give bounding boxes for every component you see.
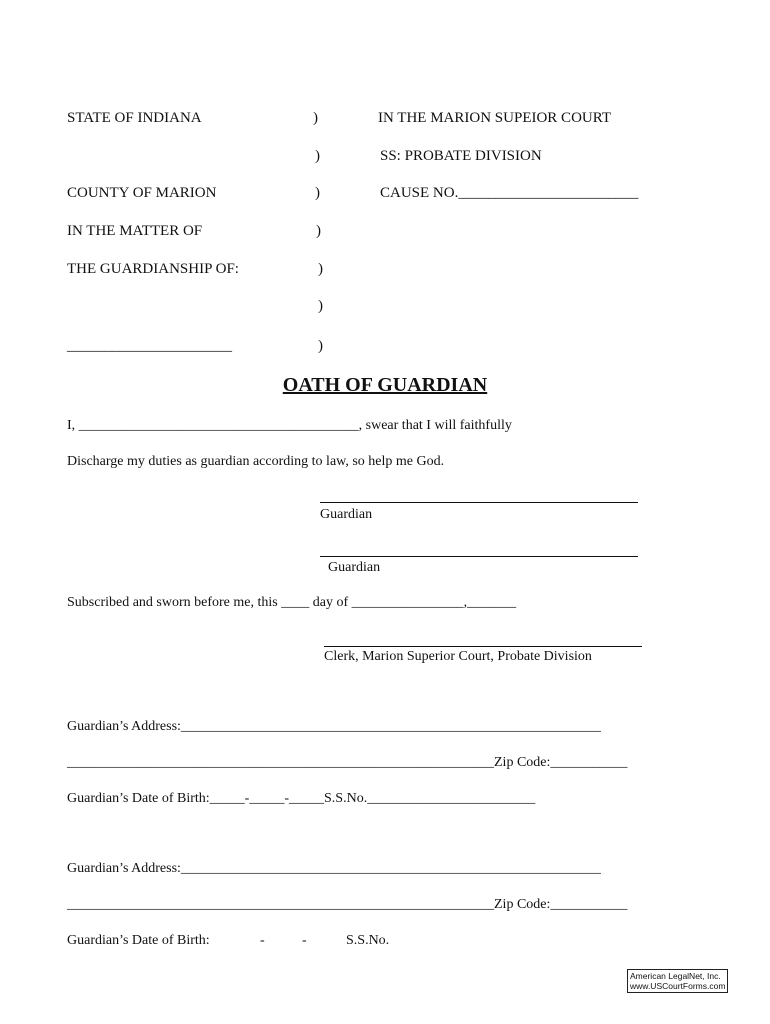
caption-paren: ) (313, 110, 318, 126)
county-label: COUNTY OF MARION (67, 185, 217, 201)
dob-dash: - (302, 933, 307, 948)
guardian-signature-label-2: Guardian (328, 560, 381, 575)
ward-name-field[interactable]: ______________________ (67, 338, 232, 354)
ssn-label: S.S.No. (346, 933, 390, 948)
oath-line-2: Discharge my duties as guardian according to law, so help me God. (67, 454, 445, 469)
subscribed-line[interactable]: Subscribed and sworn before me, this ____ day of ________________,_______ (67, 595, 517, 610)
cause-number-field[interactable]: CAUSE NO.________________________ (380, 185, 639, 201)
document-title: OATH OF GUARDIAN (282, 374, 488, 396)
caption-paren: ) (315, 148, 320, 164)
publisher-stamp (627, 969, 728, 993)
division-label: SS: PROBATE DIVISION (380, 148, 542, 164)
publisher-name: American LegalNet, Inc. (630, 971, 721, 981)
guardian-signature-line-2[interactable] (320, 556, 638, 557)
guardian-dob-label: Guardian’s Date of Birth: (67, 933, 210, 948)
guardian-zip-field[interactable]: _____________________________________________________________Zip Code:___________ (67, 755, 628, 770)
guardian-signature-line-1[interactable] (320, 502, 638, 503)
caption-paren: ) (315, 185, 320, 201)
caption-paren: ) (318, 298, 323, 314)
caption-paren: ) (318, 261, 323, 277)
clerk-signature-line[interactable] (324, 646, 642, 647)
state-label: STATE OF INDIANA (67, 110, 202, 126)
guardian-address-field[interactable]: Guardian’s Address:____________________________________________________________ (67, 861, 601, 876)
oath-line-1[interactable]: I, ________________________________________, swear that I will faithfully (67, 418, 512, 433)
guardian-dob-ssn-field[interactable]: Guardian’s Date of Birth:_____-_____-_____S.S.No.________________________ (67, 791, 536, 806)
publisher-url[interactable]: www.USCourtForms.com (630, 981, 726, 991)
caption-paren: ) (318, 338, 323, 354)
caption-paren: ) (316, 223, 321, 239)
guardianship-label: THE GUARDIANSHIP OF: (67, 261, 239, 277)
guardian-signature-label-1: Guardian (320, 507, 373, 522)
guardian-zip-field[interactable]: _____________________________________________________________Zip Code:___________ (67, 897, 628, 912)
court-label: IN THE MARION SUPEIOR COURT (378, 110, 611, 126)
dob-dash: - (260, 933, 265, 948)
matter-label: IN THE MATTER OF (67, 223, 203, 239)
guardian-address-field[interactable]: Guardian’s Address:____________________________________________________________ (67, 719, 601, 734)
clerk-label: Clerk, Marion Superior Court, Probate Division (324, 649, 592, 664)
